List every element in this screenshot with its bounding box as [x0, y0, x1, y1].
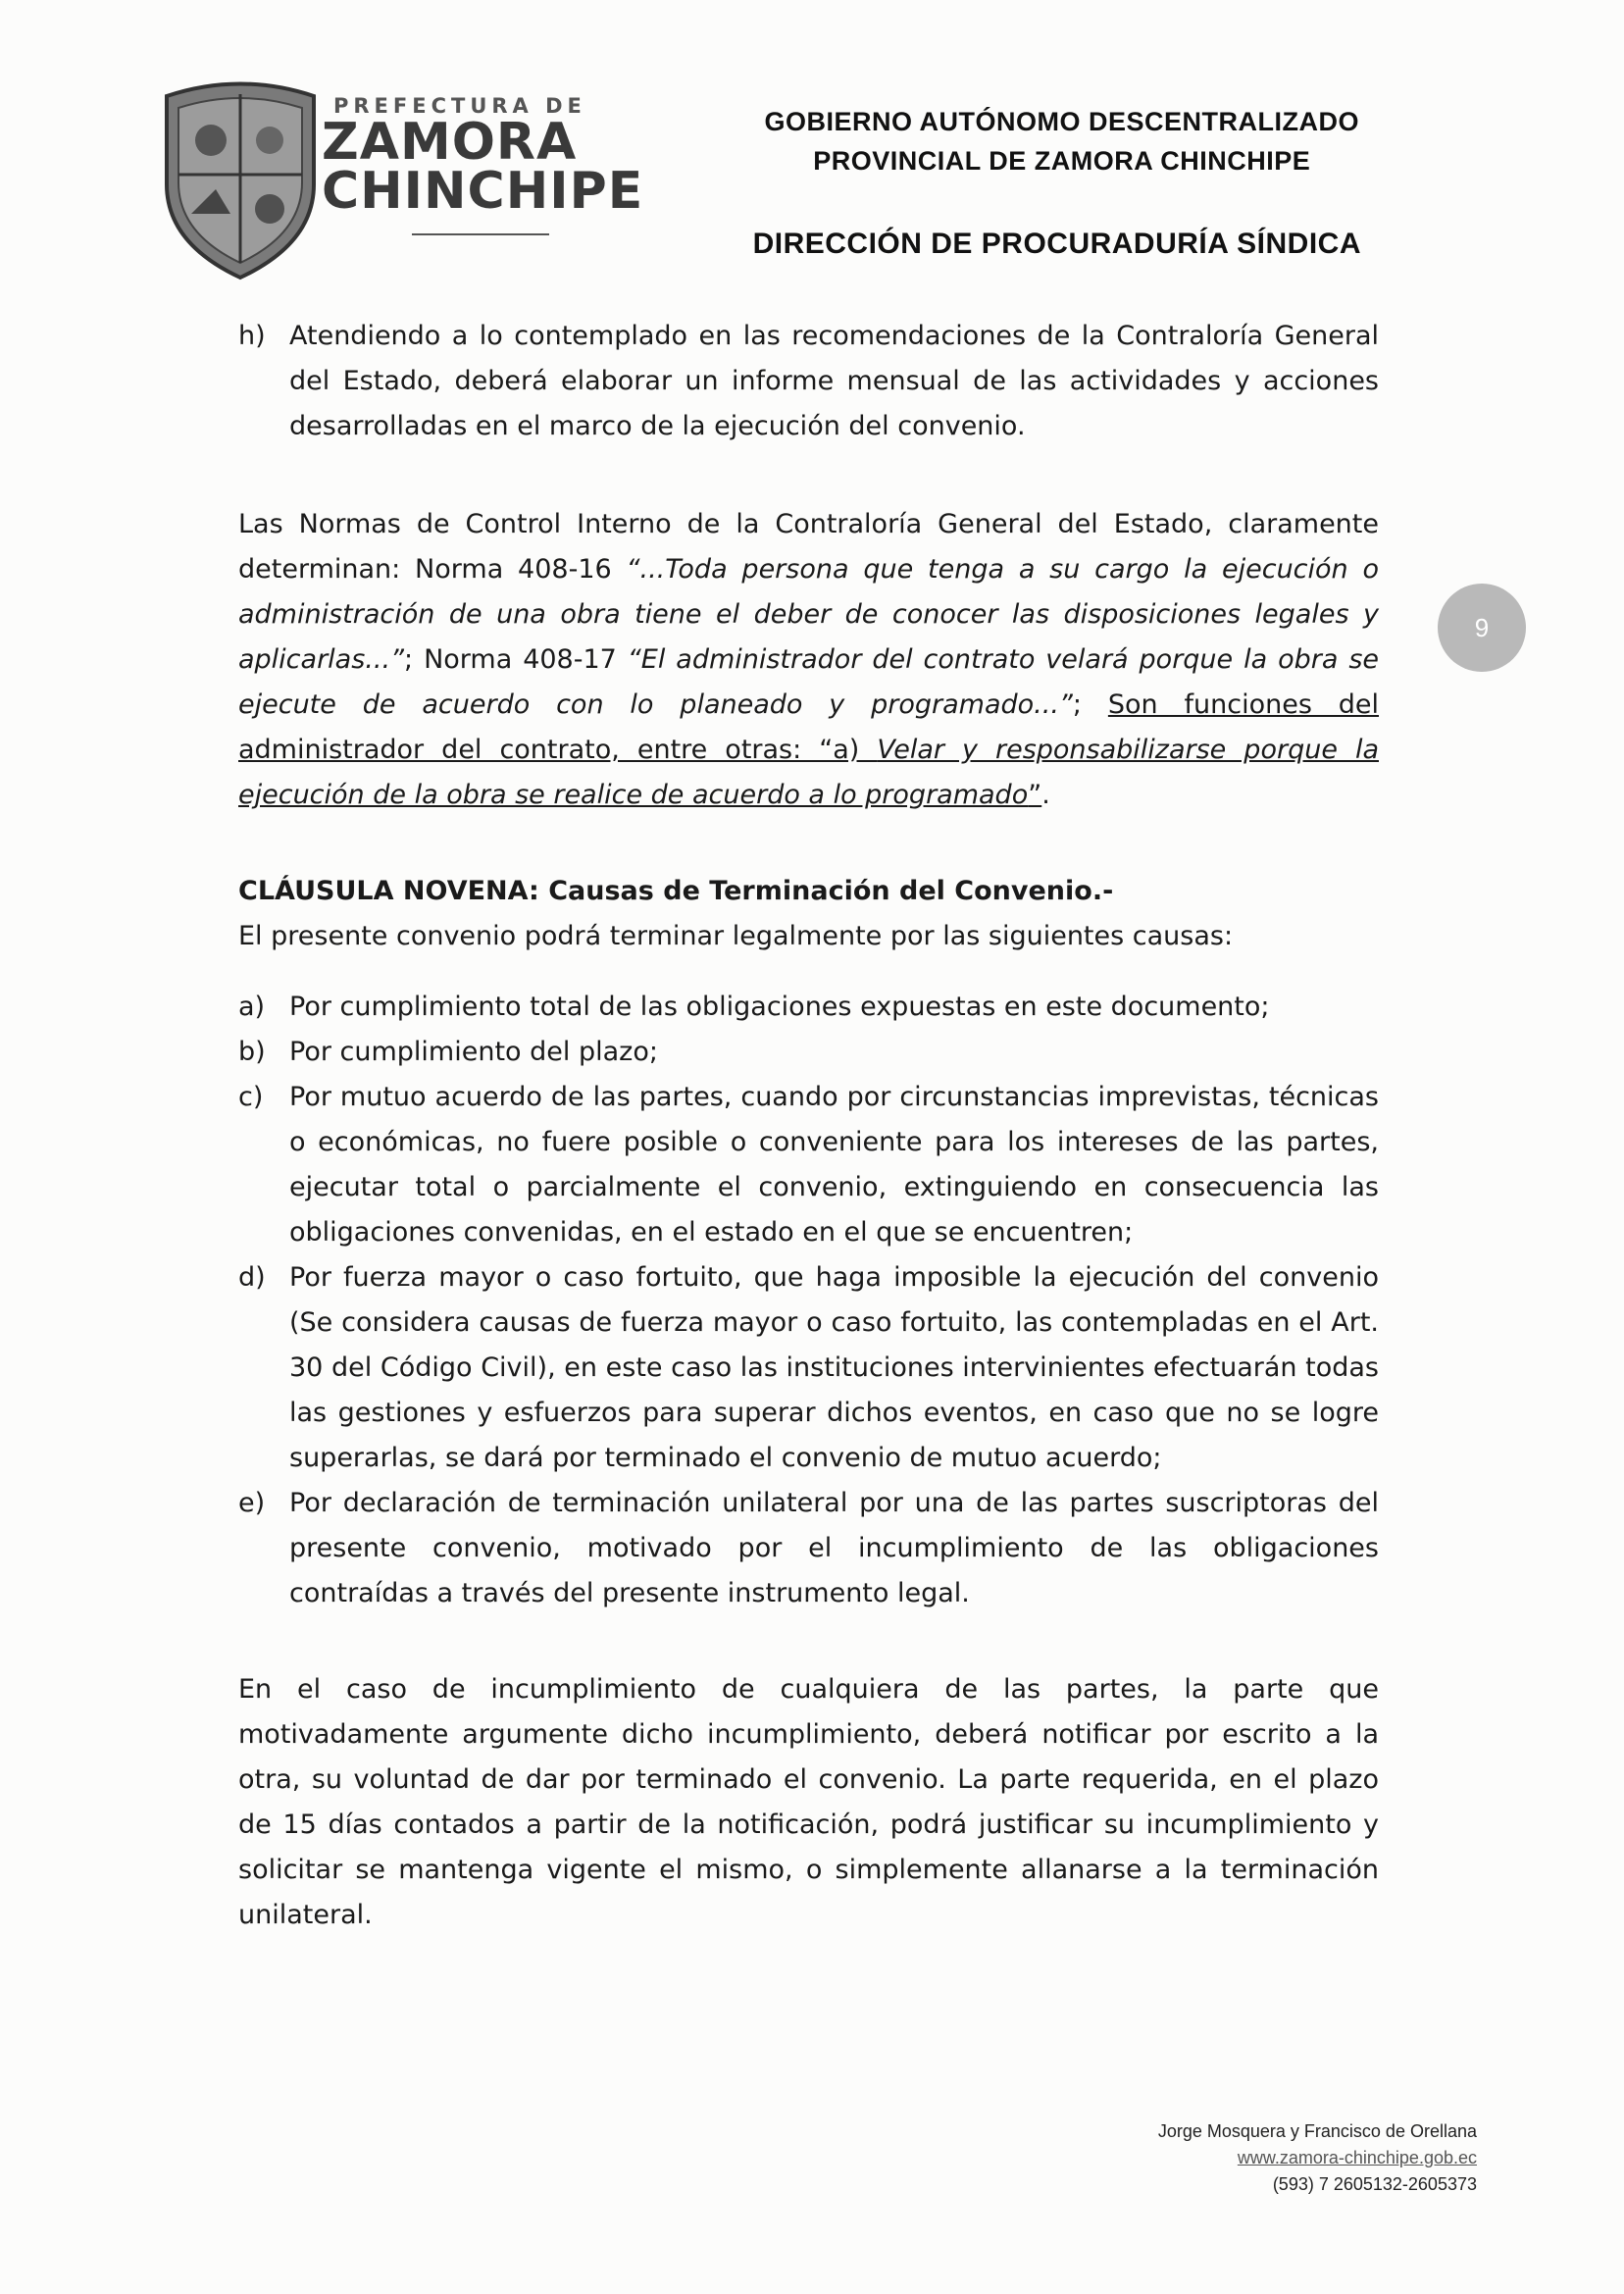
normas-underlined-quote: Velar y responsabilizarse porque la ejecución de la obra se realice de acuerdo a lo programado — [238, 735, 1379, 810]
footer-website-link[interactable]: www.zamora-chinchipe.gob.ec — [1237, 2148, 1477, 2167]
list-item-text: Por mutuo acuerdo de las partes, cuando por circunstancias imprevistas, técnicas o económicas, no fuere posible o conveniente para los intereses de las partes, ejecutar total o parcialmente el convenio, extinguiendo en consecuencia las obligaciones convenidas, en el estado en el que se encuentren; — [289, 1082, 1379, 1248]
normas-underlined-close: ” — [1028, 780, 1042, 810]
prefecture-shield-logo — [157, 76, 324, 284]
list-item-label: c) — [238, 1082, 264, 1112]
list-item-text: Por declaración de terminación unilateral por una de las partes suscriptoras del presente convenio, motivado por el incumplimiento de las obligaciones contraídas a través del presente instrumento legal. — [289, 1488, 1379, 1608]
header-direction: DIRECCIÓN DE PROCURADURÍA SÍNDICA — [752, 228, 1361, 260]
header-divider — [412, 233, 549, 235]
normas-text-3: ; — [1072, 689, 1108, 720]
list-item-d — [238, 1255, 1379, 1481]
list-item-text: Por fuerza mayor o caso fortuito, que haga imposible la ejecución del convenio (Se considera causas de fuerza mayor o caso fortuito, las contempladas en el Art. 30 del Código Civil), en este caso las instituciones intervinientes efectuarán todas las gestiones y esfuerzos para superar dichos eventos, en caso que no se logre superarlas, se dará por terminado el convenio de mutuo acuerdo; — [289, 1262, 1379, 1473]
page-number-badge: 9 — [1438, 584, 1526, 672]
footer-address: Jorge Mosquera y Francisco de Orellana — [1157, 2121, 1477, 2141]
normas-end: . — [1041, 780, 1050, 810]
header-institution-title — [765, 102, 1360, 180]
list-item-label: h) — [238, 321, 266, 351]
normas-paragraph — [238, 502, 1379, 818]
list-item-label: d) — [238, 1262, 266, 1293]
normas-text-2: ; Norma 408-17 — [404, 644, 628, 675]
normas-quote-1: “...Toda persona que tenga a su cargo la ejecución o administración de una obra tiene el deber de conocer las disposiciones legales y aplicarlas...” — [238, 554, 1379, 675]
list-item-text: Atendiendo a lo contemplado en las recomendaciones de la Contraloría General del Estado, deberá elaborar un informe mensual de las actividades y acciones desarrolladas en el marco de la ejecución del convenio. — [289, 321, 1379, 441]
logo-wordmark — [322, 94, 644, 221]
list-item-b — [238, 1030, 1379, 1075]
header-title-line2: PROVINCIAL DE ZAMORA CHINCHIPE — [813, 146, 1311, 176]
logo-line-zamora: ZAMORA — [322, 113, 578, 172]
list-item-text: Por cumplimiento del plazo; — [289, 1037, 658, 1067]
list-item-label: b) — [238, 1037, 266, 1067]
logo-line-chinchipe: CHINCHIPE — [322, 162, 644, 221]
clausula-intro: El presente convenio podrá terminar legalmente por las siguientes causas: — [238, 921, 1234, 951]
list-item-e — [238, 1481, 1379, 1616]
list-item-label: a) — [238, 992, 266, 1022]
normas-quote-2: “El administrador del contrato velará porque la obra se ejecute de acuerdo con lo planeado y programado...” — [238, 644, 1379, 720]
normas-underlined-1: Son funciones del administrador del contrato, entre otras: “a) — [238, 689, 1380, 765]
page-footer — [1158, 2118, 1477, 2198]
list-item-c — [238, 1075, 1379, 1255]
list-item-text: Por cumplimiento total de las obligaciones expuestas en este documento; — [289, 992, 1270, 1022]
logo-small-text: PREFECTURA DE — [333, 94, 586, 118]
footer-phone: (593) 7 2605132-2605373 — [1272, 2174, 1477, 2194]
clausula-heading: CLÁUSULA NOVENA: Causas de Terminación del Convenio.- — [238, 876, 1114, 906]
header-title-line1: GOBIERNO AUTÓNOMO DESCENTRALIZADO — [764, 107, 1359, 136]
list-item-a — [238, 985, 1379, 1030]
list-item-label: e) — [238, 1488, 266, 1518]
list-item-h — [238, 314, 1379, 449]
normas-text-1: Las Normas de Control Interno de la Contraloría General del Estado, claramente determinan: Norma 408-16 — [238, 509, 1379, 585]
closing-paragraph: En el caso de incumplimiento de cualquiera de las partes, la parte que motivadamente argumente dicho incumplimiento, deberá notificar por escrito a la otra, su voluntad de dar por terminado el convenio. La parte requerida, en el plazo de 15 días contados a partir de la notificación, podrá justificar su incumplimiento y solicitar se mantenga vigente el mismo, o simplemente allanarse a la terminación unilateral. — [238, 1674, 1379, 1930]
